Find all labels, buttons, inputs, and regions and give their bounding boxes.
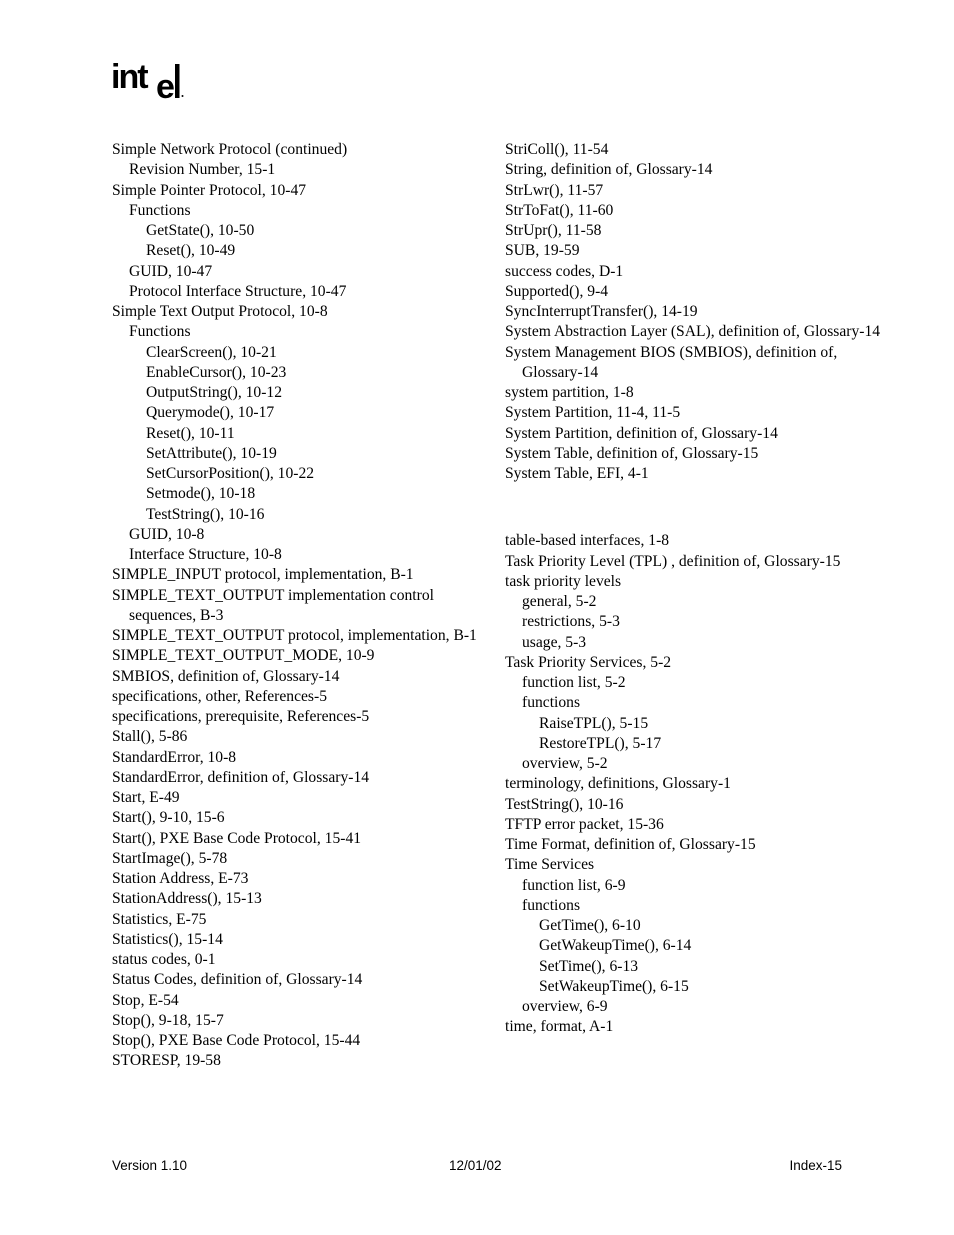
index-entry: Functions [129, 201, 191, 219]
index-entry: Revision Number, 15-1 [129, 161, 276, 179]
index-entry: table-based interfaces, 1-8 [505, 532, 670, 550]
index-entry: function list, 6-9 [522, 876, 626, 894]
index-entry: StartImage(), 5-78 [112, 849, 228, 867]
index-entry: StandardError, definition of, Glossary-14 [112, 768, 370, 786]
svg-text:e: e [156, 68, 175, 106]
index-entry: Statistics(), 15-14 [112, 930, 223, 948]
index-entry: SyncInterruptTransfer(), 14-19 [505, 303, 698, 320]
index-entry: RestoreTPL(), 5-17 [539, 734, 662, 752]
index-entry: System Partition, 11-4, 11-5 [505, 404, 681, 422]
index-entry: GetState(), 10-50 [146, 222, 255, 239]
index-entry: SetWakeupTime(), 6-15 [539, 977, 689, 995]
index-entry: overview, 6-9 [522, 998, 608, 1015]
index-entry: TFTP error packet, 15-36 [505, 815, 664, 833]
index-entry: SetAttribute(), 10-19 [146, 444, 277, 462]
index-letter-gap [505, 484, 885, 531]
index-entry: Task Priority Services, 5-2 [505, 653, 672, 671]
index-entry: System Management BIOS (SMBIOS), definition of, Glossary-14 [505, 343, 838, 381]
footer-version: Version 1.10 [112, 1158, 188, 1173]
index-entry: StrLwr(), 11-57 [505, 181, 604, 199]
index-entry: GUID, 10-47 [129, 262, 213, 280]
index-entry: time, format, A-1 [505, 1018, 614, 1036]
index-entry: general, 5-2 [522, 593, 597, 610]
index-entry: Simple Pointer Protocol, 10-47 [112, 181, 307, 199]
index-entry: Querymode(), 10-17 [146, 404, 275, 422]
index-entry: terminology, definitions, Glossary-1 [505, 775, 731, 793]
footer-page-number: Index-15 [789, 1158, 842, 1173]
index-entry: System Abstraction Layer (SAL), definition of, Glossary-14 [505, 323, 881, 341]
index-entry: overview, 5-2 [522, 755, 608, 772]
index-entry: Simple Text Output Protocol, 10-8 [112, 303, 328, 320]
index-entry: SIMPLE_TEXT_OUTPUT_MODE, 10-9 [112, 647, 375, 665]
index-entry: Start, E-49 [112, 789, 180, 806]
index-entry: GetWakeupTime(), 6-14 [539, 937, 692, 955]
index-entry: restrictions, 5-3 [522, 613, 620, 631]
index-entry: GUID, 10-8 [129, 525, 205, 543]
index-entry: StandardError, 10-8 [112, 748, 237, 766]
index-entry: Stall(), 5-86 [112, 728, 188, 746]
index-entry: Stop(), 9-18, 15-7 [112, 1011, 224, 1029]
index-entry: TestString(), 10-16 [505, 795, 624, 813]
index-column-left [112, 140, 492, 1072]
index-column-right [505, 140, 885, 1038]
index-entry: StrUpr(), 11-58 [505, 222, 602, 239]
index-entry: Simple Network Protocol (continued) [112, 141, 348, 158]
index-entry: SUB, 19-59 [505, 242, 580, 260]
index-entry: Task Priority Level (TPL) , definition of, Glossary-15 [505, 552, 841, 570]
index-entry: Station Address, E-73 [112, 870, 249, 887]
index-entry: Status Codes, definition of, Glossary-14 [112, 971, 363, 989]
index-entry: TestString(), 10-16 [146, 505, 265, 523]
index-entry: ClearScreen(), 10-21 [146, 343, 277, 361]
index-entry: Stop, E-54 [112, 991, 179, 1009]
index-entry: Stop(), PXE Base Code Protocol, 15-44 [112, 1032, 361, 1049]
index-entry: StrToFat(), 11-60 [505, 201, 614, 219]
index-entry: Start(), 9-10, 15-6 [112, 809, 225, 827]
svg-text:int: int [111, 58, 147, 96]
index-entry: System Table, EFI, 4-1 [505, 465, 649, 482]
index-entry: Protocol Interface Structure, 10-47 [129, 282, 347, 300]
index-entry: GetTime(), 6-10 [539, 917, 641, 934]
index-entry: system partition, 1-8 [505, 384, 634, 401]
index-entry: SetCursorPosition(), 10-22 [146, 465, 315, 482]
index-entry: Start(), PXE Base Code Protocol, 15-41 [112, 829, 362, 847]
index-entry: SMBIOS, definition of, Glossary-14 [112, 667, 340, 685]
index-entry: specifications, prerequisite, References-5 [112, 708, 370, 725]
intel-logo [111, 58, 191, 108]
index-entry: Reset(), 10-11 [146, 424, 235, 442]
index-entry: RaiseTPL(), 5-15 [539, 714, 649, 732]
index-entry: Time Format, definition of, Glossary-15 [505, 836, 756, 853]
index-entry: Interface Structure, 10-8 [129, 546, 282, 563]
index-entry: StationAddress(), 15-13 [112, 890, 262, 908]
index-entry: StriColl(), 11-54 [505, 141, 609, 158]
index-entry: task priority levels [505, 572, 622, 590]
index-entry: success codes, D-1 [505, 262, 624, 280]
index-entry: System Table, definition of, Glossary-15 [505, 444, 759, 462]
index-entry: functions [522, 694, 581, 712]
index-entry: String, definition of, Glossary-14 [505, 161, 713, 179]
index-entry: Functions [129, 323, 191, 341]
index-entry: Statistics, E-75 [112, 910, 207, 928]
intel-logo-mark [111, 58, 191, 108]
index-entry: Time Services [505, 856, 595, 874]
index-entry: Setmode(), 10-18 [146, 485, 256, 503]
index-entry: Supported(), 9-4 [505, 282, 609, 300]
index-entry: STORESP, 19-58 [112, 1052, 221, 1070]
index-entry: SIMPLE_TEXT_OUTPUT protocol, implementation, B-1 [112, 627, 477, 644]
index-entry: SIMPLE_INPUT protocol, implementation, B-1 [112, 566, 414, 584]
index-entry: OutputString(), 10-12 [146, 384, 283, 401]
footer-date: 12/01/02 [449, 1158, 502, 1173]
index-entry: EnableCursor(), 10-23 [146, 363, 287, 381]
index-entry: usage, 5-3 [522, 633, 587, 651]
index-entry: SetTime(), 6-13 [539, 957, 639, 975]
index-entry: status codes, 0-1 [112, 951, 216, 968]
index-entry: functions [522, 896, 581, 914]
index-entry: SIMPLE_TEXT_OUTPUT implementation control sequences, B-3 [112, 586, 434, 624]
index-entry: System Partition, definition of, Glossary-14 [505, 424, 778, 442]
index-entry: specifications, other, References-5 [112, 687, 327, 705]
index-entry: function list, 5-2 [522, 674, 626, 691]
index-entry: Reset(), 10-49 [146, 242, 236, 260]
